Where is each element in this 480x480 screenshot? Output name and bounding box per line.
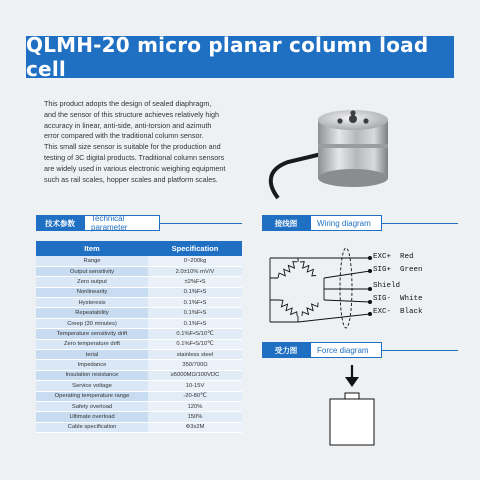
- table-row: [36, 391, 242, 401]
- table-cell: Insulation resistance: [36, 370, 148, 380]
- table-cell: 0.1%F•S: [148, 318, 242, 328]
- section-en-label: Technical parameter: [84, 215, 160, 231]
- table-cell: 0.1%F•S/10℃: [148, 329, 242, 339]
- table-cell: Safety overload: [36, 401, 148, 411]
- load-button: [345, 393, 359, 399]
- table-cell: Creep (30 minutes): [36, 318, 148, 328]
- table-cell: terial: [36, 350, 148, 360]
- divider: [382, 350, 458, 351]
- wire-label-exc-plus: EXC+ Red: [373, 253, 414, 261]
- table-cell: 0.1%F•S: [148, 287, 242, 297]
- table-cell: Service voltage: [36, 381, 148, 391]
- section-cn-label: 技术参数: [36, 215, 84, 231]
- table-cell: Nonlinearity: [36, 287, 148, 297]
- table-row: [36, 401, 242, 411]
- table-cell: Output sensitivity: [36, 266, 148, 276]
- section-cn-label: 接线图: [262, 215, 310, 231]
- title-banner: [26, 33, 454, 81]
- technical-parameter-header: [36, 215, 160, 231]
- intro-line: testing of 3C digital products. Traditional column sensors: [44, 152, 225, 162]
- table-row: [36, 339, 242, 349]
- table-cell: ±2%F•S: [148, 277, 242, 287]
- table-row: [36, 298, 242, 308]
- table-row: [36, 360, 242, 370]
- intro-line: This small size sensor is suitable for the production and: [44, 142, 221, 152]
- table-header-row: [36, 241, 242, 256]
- table-cell: -20-80℃: [148, 391, 242, 401]
- wire-label-exc-minus: EXC- Black: [373, 308, 423, 316]
- table-row: [36, 370, 242, 380]
- section-en-label: Wiring diagram: [310, 215, 382, 231]
- table-cell: Repeatability: [36, 308, 148, 318]
- table-cell: 10-15V: [148, 381, 242, 391]
- table-row: [36, 266, 242, 276]
- table-cell: Impedance: [36, 360, 148, 370]
- table-cell: 2.0±10% mV/V: [148, 266, 242, 276]
- intro-line: such as rail scales, hopper scales and platform scales.: [44, 174, 218, 184]
- column-header: Item: [36, 241, 148, 256]
- page-title: QLMH-20 micro planar column load cell: [26, 33, 429, 81]
- intro-line: and the sensor of this structure achieves relatively high: [44, 109, 219, 119]
- table-cell: 0.1%F•S: [148, 298, 242, 308]
- table-cell: 0~200kg: [148, 256, 242, 266]
- table-cell: 0.1%F•S/10℃: [148, 339, 242, 349]
- wire-label-sig-minus: SIG- White: [373, 295, 423, 303]
- table-cell: ≥5000MΩ/100VDC: [148, 370, 242, 380]
- table-cell: Zero output: [36, 277, 148, 287]
- wire-label-sig-plus: SIG+ Green: [373, 266, 423, 274]
- table-row: [36, 308, 242, 318]
- table-cell: 350/700Ω: [148, 360, 242, 370]
- table-row: [36, 287, 242, 297]
- section-cn-label: 受力图: [262, 342, 310, 358]
- force-diagram: [325, 360, 385, 450]
- force-diagram-header: [262, 342, 382, 358]
- table-cell: Range: [36, 256, 148, 266]
- table-cell: Cable specification: [36, 422, 148, 432]
- table-cell: stainless steel: [148, 350, 242, 360]
- intro-line: error compared with the traditional column sensor.: [44, 131, 204, 141]
- intro-text: [44, 99, 244, 185]
- column-header: Specification: [148, 241, 242, 256]
- intro-line: This product adopts the design of sealed diaphragm,: [44, 99, 212, 108]
- divider: [382, 223, 458, 224]
- table-cell: Temperature sensitivity drift: [36, 329, 148, 339]
- table-row: [36, 422, 242, 432]
- table-cell: 150%: [148, 412, 242, 422]
- wiring-diagram-header: [262, 215, 382, 231]
- table-cell: Operating temperature range: [36, 391, 148, 401]
- spec-table: [36, 241, 242, 433]
- table-row: [36, 277, 242, 287]
- wire-label-shield: Shield: [373, 282, 401, 290]
- divider: [160, 223, 242, 224]
- product-image: [258, 100, 458, 200]
- intro-line: accuracy in linear, anti-side, anti-torsion and azimuth: [44, 120, 212, 130]
- table-row: [36, 256, 242, 266]
- table-row: [36, 350, 242, 360]
- table-row: [36, 381, 242, 391]
- table-cell: Φ3x2M: [148, 422, 242, 432]
- table-row: [36, 412, 242, 422]
- table-cell: Hysteresis: [36, 298, 148, 308]
- table-cell: Ultimate overload: [36, 412, 148, 422]
- intro-line: are widely used in various electronic weighing equipment: [44, 163, 226, 173]
- section-en-label: Force diagram: [310, 342, 382, 358]
- force-arrow-head: [345, 377, 359, 387]
- table-cell: Zero temperature drift: [36, 339, 148, 349]
- table-cell: 0.1%F•S: [148, 308, 242, 318]
- wiring-diagram: [262, 242, 462, 332]
- table-row: [36, 329, 242, 339]
- sensor-body: [330, 399, 374, 445]
- table-row: [36, 318, 242, 328]
- table-cell: 120%: [148, 401, 242, 411]
